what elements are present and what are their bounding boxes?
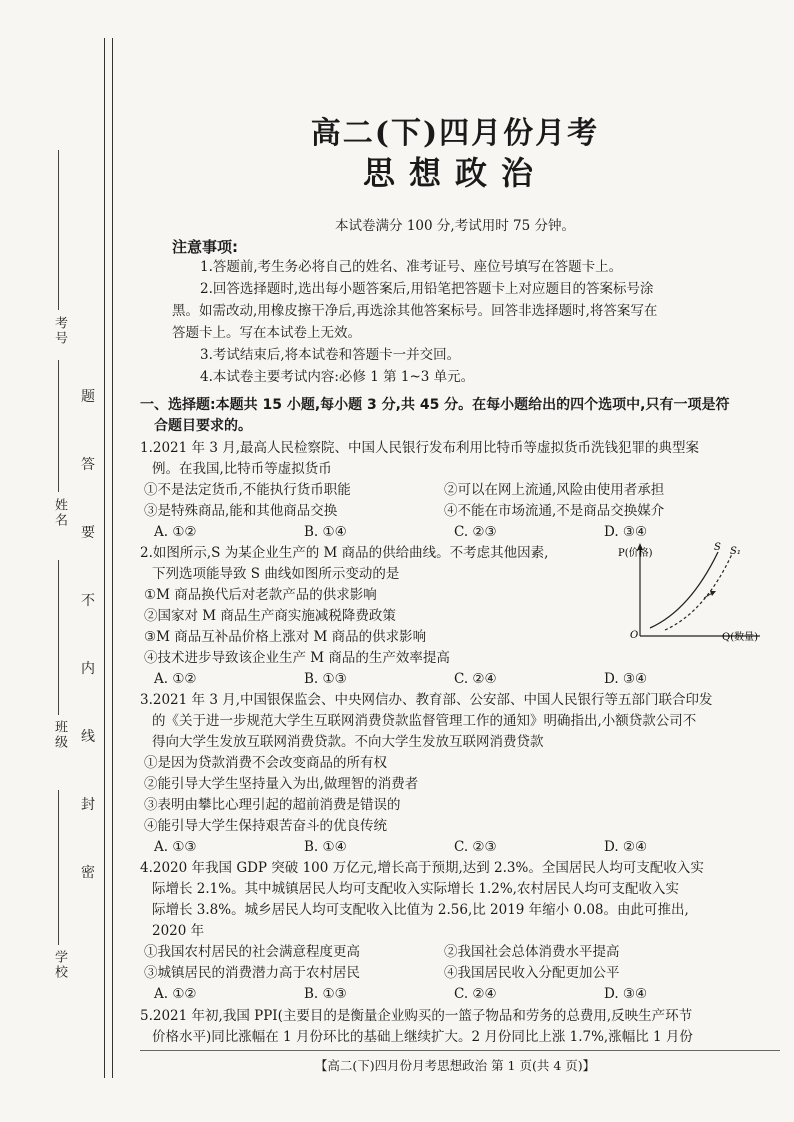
question-stem: 下列选项能导致 S 曲线如图所示变动的是 [152, 566, 400, 582]
footer-divider [140, 1050, 780, 1051]
choice-d: D. ③④ [604, 671, 648, 687]
option-1: ①我国农村居民的社会满意程度更高 [144, 944, 360, 960]
question-1 [140, 438, 780, 543]
seal-char: 线 [81, 729, 95, 745]
exam-no-label: 考号 [52, 316, 67, 346]
question-5 [140, 1006, 780, 1048]
question-stem: 例。在我国,比特币等虚拟货币 [152, 461, 332, 477]
option-2: ②国家对 M 商品生产商实施减税降费政策 [144, 608, 396, 624]
choice-d: D. ③④ [604, 986, 648, 1002]
question-stem: 1.2021 年 3 月,最高人民检察院、中国人民银行发布利用比特币等虚拟货币洗钱犯罪的典型案 [140, 440, 699, 456]
seal-char: 不 [81, 593, 95, 609]
option-2: ②可以在网上流通,风险由使用者承担 [444, 482, 665, 498]
binding-line-outer [104, 38, 105, 1078]
seal-char: 题 [81, 389, 95, 405]
section-heading-line: 一、选择题:本题共 15 小题,每小题 3 分,共 45 分。在每小题给出的四个选项中,只有一项是符 [140, 397, 730, 413]
subject-title: 思想政治 [362, 154, 547, 192]
school-label: 学校 [52, 950, 67, 980]
option-1: ①不是法定货币,不能执行货币职能 [144, 482, 351, 498]
question-stem: 的《关于进一步规范大学生互联网消费贷款监督管理工作的通知》明确指出,小额贷款公司不 [152, 713, 697, 729]
question-stem: 得向大学生发放互联网消费贷款。不向大学生发放互联网消费贷款 [152, 734, 544, 750]
seal-char: 密 [81, 865, 95, 881]
note-item: 4.本试卷主要考试内容:必修 1 第 1~3 单元。 [200, 369, 475, 385]
note-item: 答题卡上。写在本试卷上无效。 [172, 325, 361, 341]
option-3: ③是特殊商品,能和其他商品交换 [144, 503, 338, 519]
binding-margin [0, 0, 135, 1122]
origin-label: O [630, 630, 639, 641]
question-stem: 价格水平)同比涨幅在 1 月份环比的基础上继续扩大。2 月份同比上涨 1.7%,涨幅比 1 月份 [152, 1029, 693, 1045]
section-heading-line: 合题目要求的。 [154, 418, 252, 434]
option-4: ④技术进步导致该企业生产 M 商品的生产效率提高 [144, 650, 450, 666]
option-4: ④我国居民收入分配更加公平 [444, 965, 620, 981]
y-axis-label: P(价格) [618, 548, 653, 559]
class-field [58, 560, 59, 715]
class-label: 班级 [52, 720, 67, 750]
school-field [58, 790, 59, 945]
choice-c: C. ②③ [454, 524, 497, 540]
x-axis-label: Q(数量) [722, 632, 759, 642]
supply-curve-graph [610, 540, 765, 642]
curve-s1-label: S₁ [730, 546, 741, 557]
question-stem: 际增长 2.1%。其中城镇居民人均可支配收入实际增长 1.2%,农村居民人均可支配收入实 [152, 881, 679, 897]
notes-heading: 注意事项: [172, 238, 238, 256]
note-item: 1.答题前,考生务必将自己的姓名、准考证号、座位号填写在答题卡上。 [200, 259, 623, 275]
question-stem: 5.2021 年初,我国 PPI(主要目的是衡量企业购买的一篮子物品和劳务的总费用,反映生产环节 [140, 1008, 693, 1024]
option-4: ④不能在市场流通,不是商品交换媒介 [444, 503, 665, 519]
exam-no-field [58, 150, 59, 310]
note-item: 黑。如需改动,用橡皮擦干净后,再选涂其他答案标号。回答非选择题时,将答案写在 [172, 303, 658, 319]
choice-a: A. ①③ [154, 839, 197, 855]
choice-b: B. ①③ [304, 986, 347, 1002]
choice-c: C. ②④ [454, 671, 497, 687]
question-3 [140, 690, 780, 858]
question-stem: 2.如图所示,S 为某企业生产的 M 商品的供给曲线。不考虑其他因素, [140, 545, 549, 561]
seal-char: 封 [81, 797, 95, 813]
choice-c: C. ②③ [454, 839, 497, 855]
option-1: ①M 商品换代后对老款产品的供求影响 [144, 587, 377, 603]
question-stem: 际增长 3.8%。城乡居民人均可支配收入比值为 2.56,比 2019 年缩小 0.08。由此可推出, [152, 902, 689, 918]
section-heading [140, 395, 780, 437]
seal-warning [78, 390, 98, 880]
exam-title: 高二(下)四月份月考 [310, 116, 600, 151]
seal-char: 答 [81, 457, 95, 473]
binding-line-inner [112, 38, 113, 1078]
option-2: ②能引导大学生坚持量入为出,做理智的消费者 [144, 776, 419, 792]
choice-a: A. ①② [154, 671, 197, 687]
choice-b: B. ①④ [304, 524, 347, 540]
note-item: 3.考试结束后,将本试卷和答题卡一并交回。 [200, 347, 461, 363]
page-footer: 【高二(下)四月份月考思想政治 第 1 页(共 4 页)】 [314, 1058, 596, 1073]
choice-d: D. ③④ [604, 524, 648, 540]
score-note: 本试卷满分 100 分,考试用时 75 分钟。 [335, 218, 575, 234]
choice-c: C. ②④ [454, 986, 497, 1002]
choice-a: A. ①② [154, 986, 197, 1002]
option-1: ①是因为贷款消费不会改变商品的所有权 [144, 755, 387, 771]
name-field [58, 360, 59, 492]
curve-s-label: S [714, 542, 721, 553]
option-4: ④能引导大学生保持艰苦奋斗的优良传统 [144, 818, 387, 834]
option-3: ③M 商品互补品价格上涨对 M 商品的供求影响 [144, 629, 427, 645]
supply-curve-s1 [665, 554, 732, 630]
question-4 [140, 858, 780, 1005]
supply-curve-s [650, 552, 718, 628]
question-stem: 3.2021 年 3 月,中国银保监会、中央网信办、教育部、公安部、中国人民银行等五部门联合印发 [140, 692, 713, 708]
seal-char: 内 [81, 661, 95, 677]
question-stem: 2020 年 [152, 923, 205, 939]
option-3: ③城镇居民的消费潜力高于农村居民 [144, 965, 360, 981]
choice-a: A. ①② [154, 524, 197, 540]
note-item: 2.回答选择题时,选出每小题答案后,用铅笔把答题卡上对应题目的答案标号涂 [200, 281, 654, 297]
option-2: ②我国社会总体消费水平提高 [444, 944, 620, 960]
option-3: ③表明由攀比心理引起的超前消费是错误的 [144, 797, 401, 813]
seal-char: 要 [81, 525, 95, 541]
name-label: 姓名 [52, 498, 67, 528]
choice-b: B. ①④ [304, 839, 347, 855]
question-stem: 4.2020 年我国 GDP 突破 100 万亿元,增长高于预期,达到 2.3%。全国居民人均可支配收入实 [140, 860, 704, 876]
choice-b: B. ①③ [304, 671, 347, 687]
choice-d: D. ②④ [604, 839, 648, 855]
notes-list [172, 256, 737, 388]
